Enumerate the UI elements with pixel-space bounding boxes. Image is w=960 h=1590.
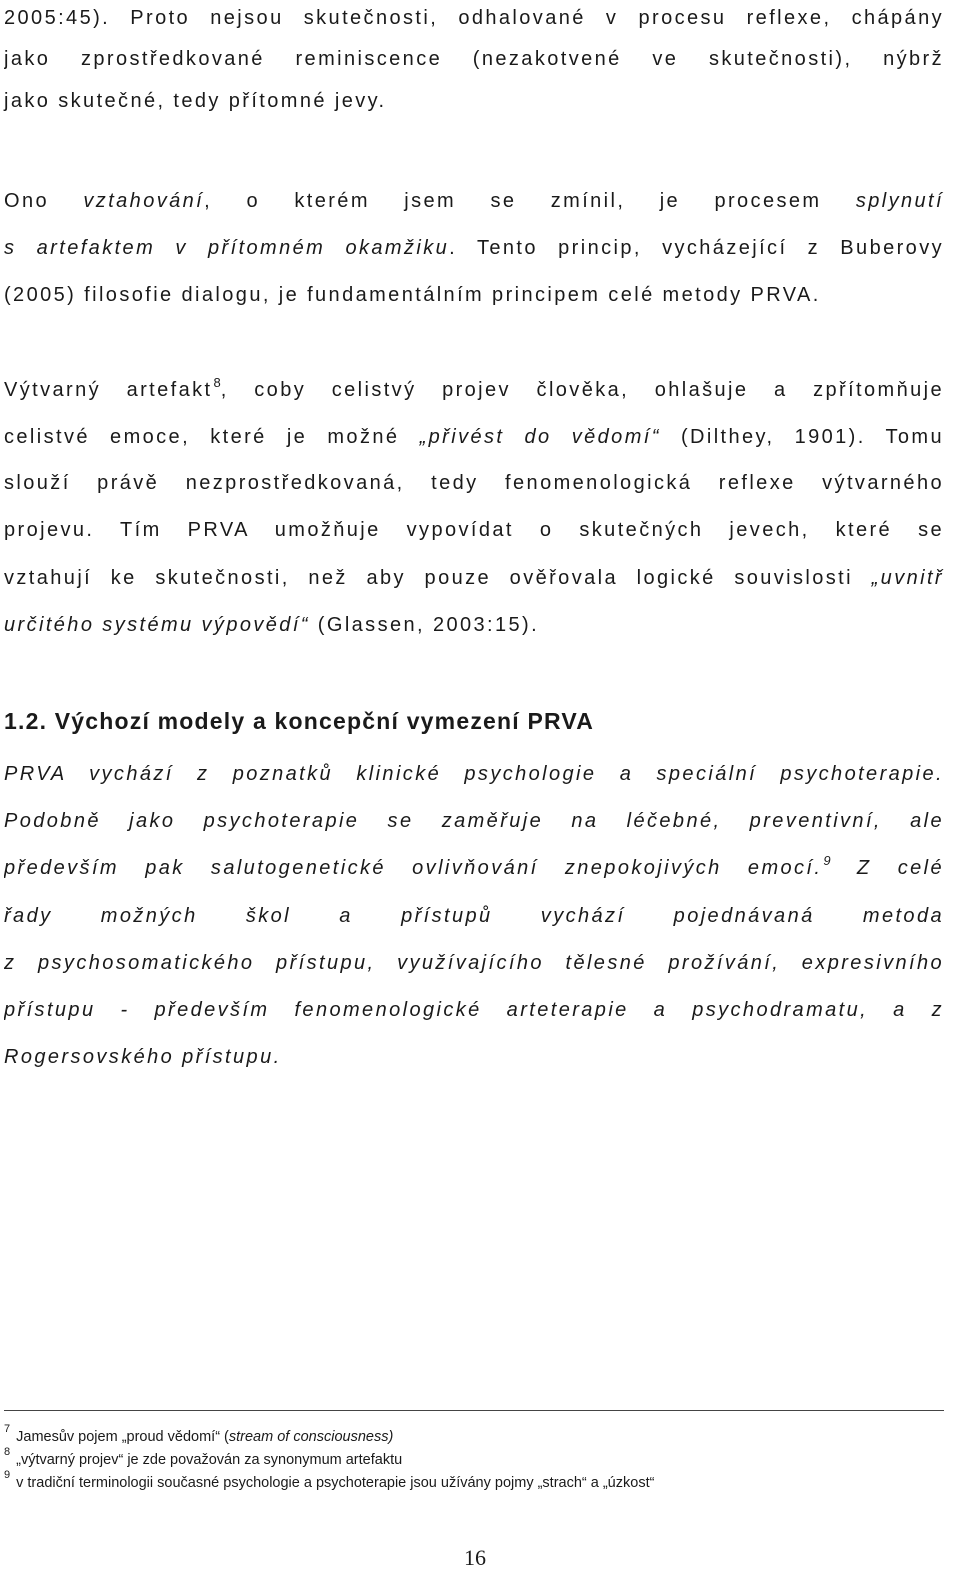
paragraph-2-line-3: (2005) filosofie dialogu, je fundamentálním principem celé metody PRVA.: [4, 284, 821, 306]
paragraph-4-line-1: PRVA vychází z poznatků klinické psychologie a speciální psychoterapie.: [4, 763, 944, 785]
paragraph-1-line-2: jako zprostředkované reminiscence (nezakotvené ve skutečnosti), nýbrž: [4, 48, 944, 70]
footnote-8: $^8$ „výtvarný projev“ je zde považován za synonymum artefaktu: [4, 1446, 403, 1468]
paragraph-3-line-1: Výtvarný artefakt$^8$, coby celistvý projev člověka, ohlašuje a zpřítomňuje: [4, 378, 944, 402]
paragraph-2-line-1: Ono vztahování, o kterém jsem se zmínil, je procesem splynutí: [4, 190, 944, 212]
paragraph-4-line-6: přístupu - především fenomenologické arteterapie a psychodramatu, a z: [4, 999, 944, 1021]
paragraph-4-line-2: Podobně jako psychoterapie se zaměřuje na léčebné, preventivní, ale: [4, 810, 944, 832]
paragraph-3-line-2: celistvé emoce, které je možné „přivést do vědomí“ (Dilthey, 1901). Tomu: [4, 426, 944, 448]
section-heading: 1.2. Výchozí modely a koncepční vymezení PRVA: [4, 708, 595, 734]
page-number: 16: [464, 1545, 486, 1570]
paragraph-2-line-2: s artefaktem v přítomném okamžiku. Tento princip, vycházející z Buberovy: [4, 237, 944, 259]
paragraph-4-line-3: především pak salutogenetické ovlivňování znepokojivých emocí.$^9$ Z celé: [4, 856, 944, 880]
paragraph-3-line-4: projevu. Tím PRVA umožňuje vypovídat o skutečných jevech, které se: [4, 519, 944, 541]
paragraph-3-line-3: slouží právě nezprostředkovaná, tedy fenomenologická reflexe výtvarného: [4, 472, 944, 494]
paragraph-4-line-4: řady možných škol a přístupů vychází pojednávaná metoda: [4, 905, 944, 927]
footnote-divider: [4, 1410, 944, 1411]
paragraph-1-line-1: 2005:45). Proto nejsou skutečnosti, odhalované v procesu reflexe, chápány: [4, 7, 944, 29]
footnote-ref-8: 8: [213, 378, 221, 390]
footnote-ref-9: 9: [823, 856, 831, 868]
footnote-7: $^7$ Jamesův pojem „proud vědomí“ (stream of consciousness): [4, 1423, 394, 1445]
paragraph-1-line-3: jako skutečné, tedy přítomné jevy.: [4, 90, 387, 112]
paragraph-3-line-5: vztahují ke skutečnosti, než aby pouze ověřovala logické souvislosti „uvnitř: [4, 567, 944, 589]
paragraph-4-line-7: Rogersovského přístupu.: [4, 1046, 282, 1068]
paragraph-4-line-5: z psychosomatického přístupu, využívajícího tělesné prožívání, expresivního: [4, 952, 944, 974]
paragraph-3-line-6: určitého systému výpovědí“ (Glassen, 2003:15).: [4, 614, 540, 636]
footnote-9: $^9$ v tradiční terminologii současné psychologie a psychoterapie jsou užívány pojmy „strach“ a „úzkost“: [4, 1469, 655, 1491]
